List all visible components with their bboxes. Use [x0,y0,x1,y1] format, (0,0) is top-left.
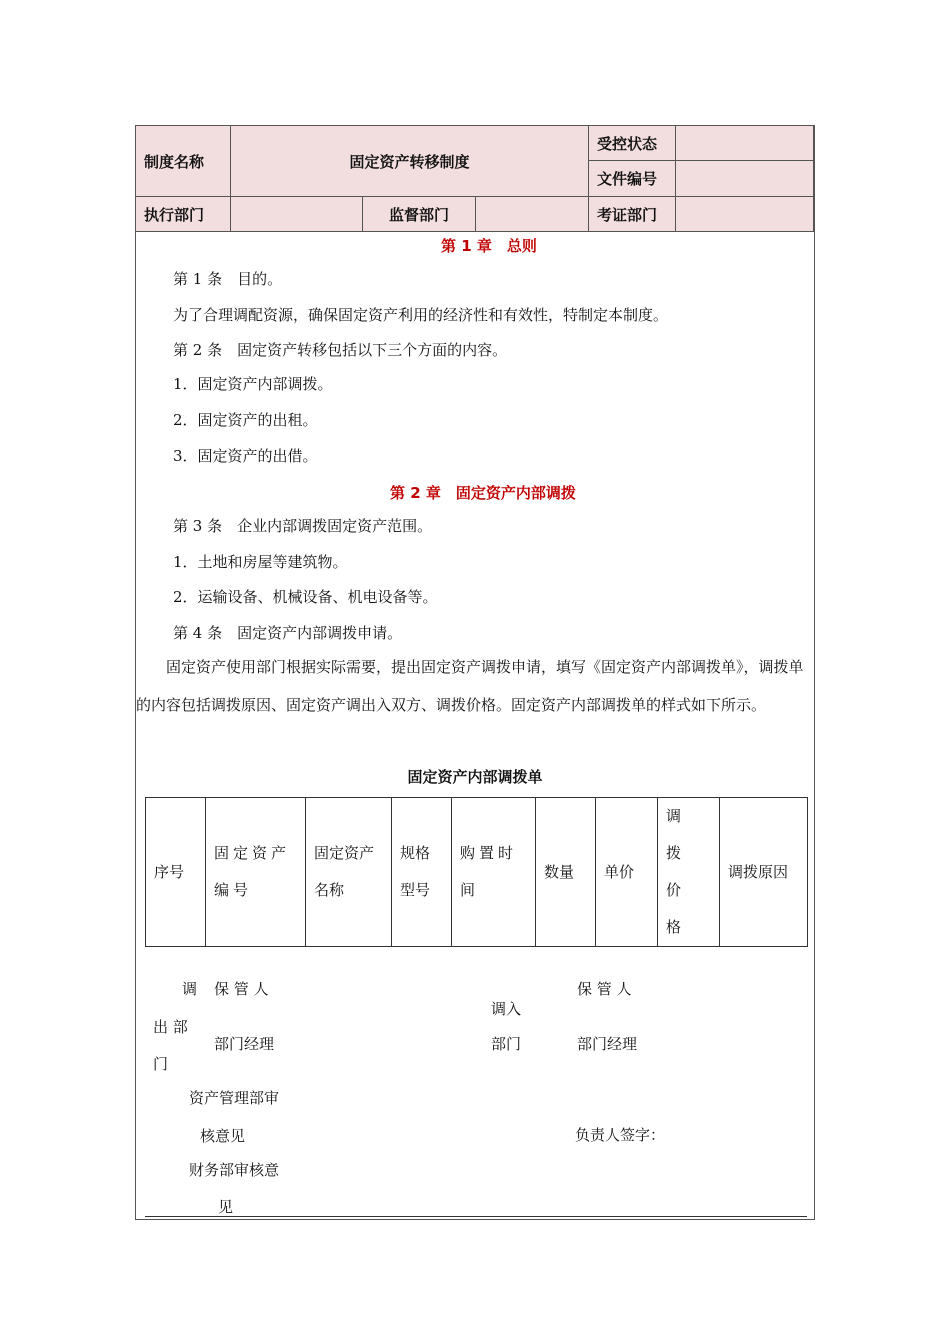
out-dept-label-3: 门 [153,1055,169,1073]
file-number-value [676,161,814,197]
asset-review-label-2: 核意见 [200,1127,246,1145]
header-table [136,126,814,232]
label-verify-dept: 考证部门 [589,197,676,232]
signoff-bottom-rule [145,1216,807,1217]
in-dept-label-2: 部门 [491,1035,522,1053]
label-name: 制度名称 [136,126,231,197]
article-1-text: 为了合理调配资源，确保固定资产利用的经济性和有效性，特制定本制度。 [173,306,669,324]
label-supervise-dept: 监督部门 [363,197,476,232]
verify-dept-value [676,197,814,232]
doc-title: 固定资产转移制度 [231,126,589,197]
form-title: 固定资产内部调拨单 [407,768,543,786]
supervise-dept-value [476,197,589,232]
article-4: 第 4 条 固定资产内部调拨申请。 [173,624,403,642]
list-item: 3．固定资产的出借。 [173,447,318,465]
col-header-transfer-price: 调拨价格 [658,798,720,947]
chapter-1-title: 第 1 章 总则 [441,237,537,255]
in-keeper-label: 保 管 人 [577,980,632,998]
label-control-status: 受控状态 [589,126,676,161]
in-dept-manager-label: 部门经理 [577,1035,638,1053]
article-1: 第 1 条 目的。 [173,270,283,288]
col-header-unit-price: 单价 [596,798,658,947]
out-dept-label-2: 出 部 [153,1018,188,1036]
list-item: 1．土地和房屋等建筑物。 [173,553,348,571]
article-4-text: 固定资产使用部门根据实际需要，提出固定资产调拨申请，填写《固定资产内部调拨单》，调拨单的内容包括调拨原因、固定资产调出入双方、调拨价格。固定资产内部调拨单的样式如下所示。 [136,658,804,714]
out-keeper-label: 保 管 人 [214,980,269,998]
signer-label: 负责人签字： [575,1126,666,1144]
finance-review-label-2: 见 [218,1198,234,1216]
asset-review-label-1: 资产管理部审 [189,1089,280,1107]
finance-review-label-1: 财务部审核意 [189,1161,280,1179]
article-3: 第 3 条 企业内部调拨固定资产范围。 [173,517,433,535]
exec-dept-value [231,197,363,232]
label-exec-dept: 执行部门 [136,197,231,232]
col-header-seq: 序号 [146,798,206,947]
out-dept-manager-label: 部门经理 [214,1035,275,1053]
col-header-reason: 调拨原因 [720,798,808,947]
list-item: 1．固定资产内部调拨。 [173,375,333,393]
list-item: 2．运输设备、机械设备、机电设备等。 [173,588,438,606]
out-dept-label-1: 调 [182,980,198,998]
col-header-qty: 数量 [536,798,596,947]
table-row [146,798,808,947]
col-header-asset-name: 固定资产名称 [306,798,392,947]
col-header-asset-no: 固定资产编号 [206,798,306,947]
article-2: 第 2 条 固定资产转移包括以下三个方面的内容。 [173,341,508,359]
control-status-value [676,126,814,161]
list-item: 2．固定资产的出租。 [173,411,318,429]
col-header-purchase-time: 购置时间 [452,798,536,947]
chapter-2-title: 第 2 章 固定资产内部调拨 [390,484,576,502]
in-dept-label-1: 调入 [491,1000,522,1018]
col-header-spec: 规格型号 [392,798,452,947]
label-file-number: 文件编号 [589,161,676,197]
transfer-form-table [145,797,808,947]
